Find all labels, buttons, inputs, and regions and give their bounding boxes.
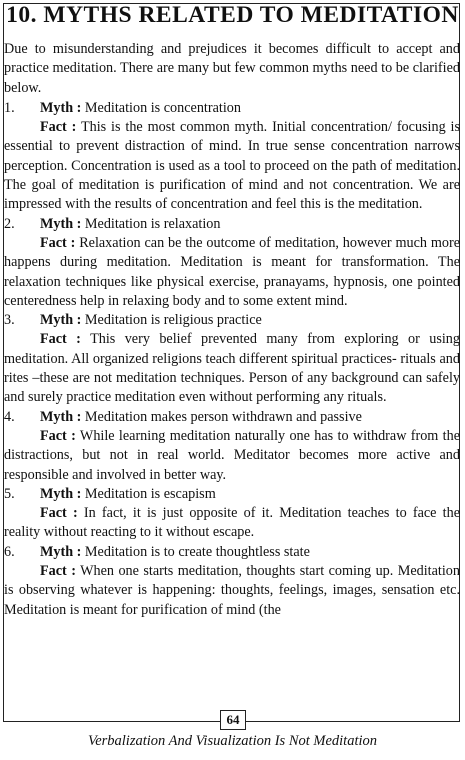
fact-paragraph: [4, 562, 460, 620]
myth-item-5: [4, 485, 460, 543]
page-number: 64: [220, 710, 246, 730]
fact-paragraph: [4, 118, 460, 214]
myth-heading: [4, 543, 460, 562]
myth-text: Meditation is concentration: [84, 99, 241, 116]
fact-label: Fact :: [40, 331, 81, 348]
myth-item-2: [4, 215, 460, 311]
myth-text: Meditation is escapism: [84, 485, 216, 502]
fact-paragraph: [4, 427, 460, 485]
fact-label: Fact :: [40, 119, 77, 136]
fact-text: This very belief prevented many from exploring or using meditation. All organized religions teach different spiritual practices- rituals and rites –these are not meditation techniques. Person of any background can safely and surely practice meditation even without performing any rituals.: [4, 331, 460, 406]
myth-heading: [4, 408, 460, 427]
myth-heading: [4, 99, 460, 118]
item-number: 4.: [4, 408, 15, 425]
chapter-title: 10. MYTHS RELATED TO MEDITATION: [6, 2, 459, 28]
fact-label: Fact :: [40, 505, 78, 522]
intro-paragraph: Due to misunderstanding and prejudices it becomes difficult to accept and practice meditation. There are many but few common myths need to be clarified below.: [4, 41, 460, 96]
myth-label: Myth :: [40, 312, 82, 329]
myth-label: Myth :: [40, 543, 82, 560]
myth-label: Myth :: [40, 215, 82, 232]
fact-text: When one starts meditation, thoughts start coming up. Meditation is observing whatever is happening: thoughts, feelings, images, sensation etc. Meditation is meant for purification of mind (the: [4, 563, 460, 618]
myth-item-1: [4, 99, 460, 215]
fact-text: Relaxation can be the outcome of meditation, however much more happens during meditation. Meditation is meant for transformation. The relaxation techniques like physical exercise, pranayams, hypnosis, one pointed centeredness help in relaxing body and to some extent mind.: [4, 234, 460, 309]
page-body: [4, 40, 460, 620]
myth-label: Myth :: [40, 99, 82, 116]
myth-text: Meditation is relaxation: [84, 215, 221, 232]
fact-paragraph: [4, 504, 460, 543]
item-number: 5.: [4, 485, 15, 502]
fact-text: While learning meditation naturally one has to withdraw from the distractions, but not in real world. Meditator becomes more active and responsible and involved in better way.: [4, 427, 461, 483]
item-number: 2.: [4, 215, 15, 232]
fact-text: This is the most common myth. Initial concentration/ focusing is essential to prevent distraction of mind. In true sense concentration narrows perception. Concentration is used as a tool to proceed on the path of meditation. The goal of meditation is purification of mind and not concentration. We are impressed with the results of concentration and feel this is the meditation.: [4, 119, 461, 213]
myth-text: Meditation is to create thoughtless state: [84, 543, 310, 560]
item-number: 3.: [4, 312, 15, 329]
running-footer: Verbalization And Visualization Is Not Meditation: [87, 733, 378, 749]
myth-text: Meditation is religious practice: [84, 312, 262, 329]
myth-heading: [4, 485, 460, 504]
item-number: 1.: [4, 99, 15, 116]
fact-label: Fact :: [40, 234, 76, 251]
fact-paragraph: [4, 330, 460, 407]
myth-label: Myth :: [40, 485, 82, 502]
myth-item-3: [4, 311, 460, 407]
myth-label: Myth :: [40, 408, 82, 425]
fact-label: Fact :: [40, 427, 76, 444]
myth-heading: [4, 311, 460, 330]
item-number: 6.: [4, 543, 15, 560]
myth-item-6: [4, 543, 460, 620]
myth-heading: [4, 215, 460, 234]
fact-text: In fact, it is just opposite of it. Meditation teaches to face the reality without reacting to it without escape.: [4, 505, 460, 541]
myth-text: Meditation makes person withdrawn and passive: [84, 408, 362, 425]
myth-item-4: [4, 408, 460, 485]
fact-paragraph: [4, 234, 460, 311]
fact-label: Fact :: [40, 563, 76, 580]
